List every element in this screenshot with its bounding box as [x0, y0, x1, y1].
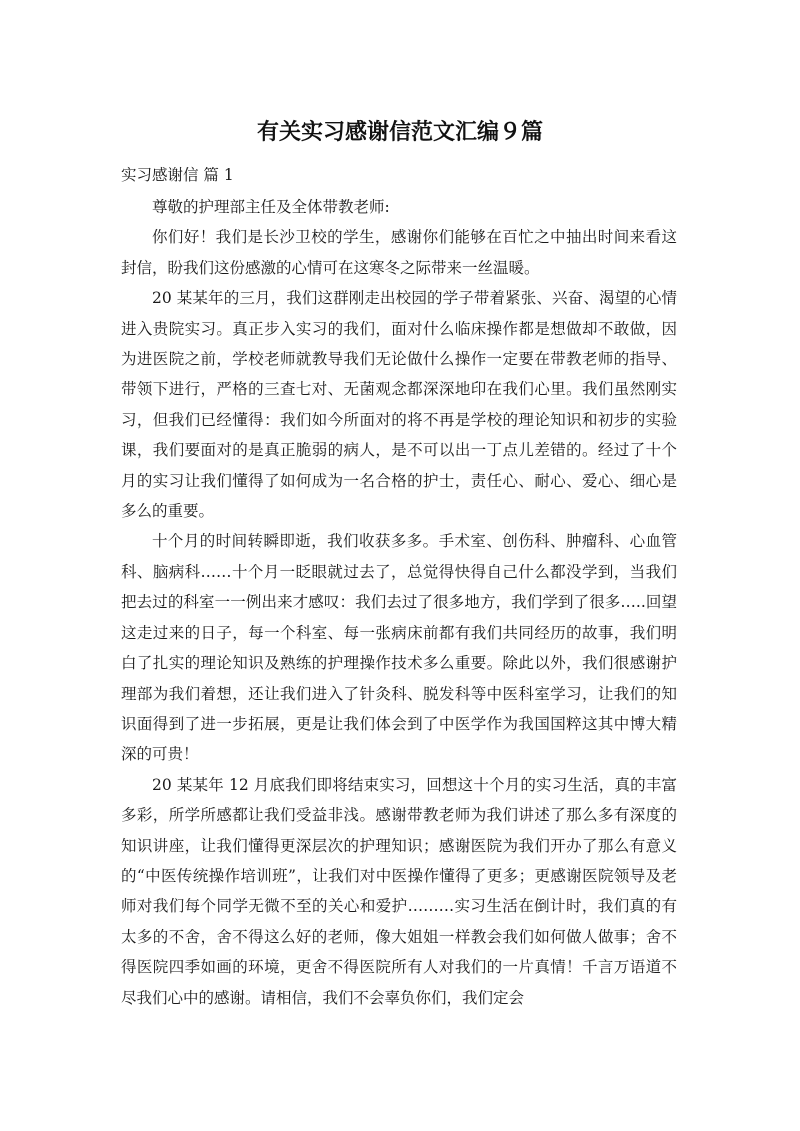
salutation-paragraph: 尊敬的护理部主任及全体带教老师:	[152, 198, 390, 216]
section-heading: 实习感谢信 篇 1	[121, 166, 234, 184]
document-title: 有关实习感谢信范文汇编９篇	[256, 120, 543, 145]
body-paragraph: 十个月的时间转瞬即逝，我们收获多多。手术室、创伤科、肿瘤科、心血管科、脑病科……十个月一眨眼就过去了，总觉得快得自己什么都没学到，当我们把去过的科室一一例出来才感叹：我们去过了很多地方，我们学到了很多…..回望这走过来的日子，每一个科室、每一张病床前都有我们共同经历的故事，我们明白了扎实的理论知识及熟练的护理操作技术多么重要。除此以外，我们很感谢护理部为我们着想，还让我们进入了针灸科、脱发科等中医科室学习，让我们的知识面得到了进一步拓展，更是让我们体会到了中医学作为我国国粹这其中博大精深的可贵！	[121, 532, 677, 764]
body-paragraph: 20 某某年 12 月底我们即将结束实习，回想这十个月的实习生活，真的丰富多彩，所学所感都让我们受益非浅。感谢带教老师为我们讲述了那么多有深度的知识讲座，让我们懂得更深层次的护理知识；感谢医院为我们开办了那么有意义的“中医传统操作培训班”，让我们对中医操作懂得了更多；更感谢医院领导及老师对我们每个同学无微不至的关心和爱护………实习生活在倒计时，我们真的有太多的不舍，舍不得这么好的老师，像大姐姐一样教会我们如何做人做事；舍不得医院四季如画的环境，更舍不得医院所有人对我们的一片真情！千言万语道不尽我们心中的感谢。请相信，我们不会辜负你们，我们定会	[121, 775, 677, 1007]
body-paragraph: 你们好！我们是长沙卫校的学生，感谢你们能够在百忙之中抽出时间来看这封信，盼我们这份感激的心情可在这寒冬之际带来一丝温暖。	[121, 228, 677, 277]
body-paragraph: 20 某某年的三月，我们这群刚走出校园的学子带着紧张、兴奋、渴望的心情进入贵院实习。真正步入实习的我们，面对什么临床操作都是想做却不敢做，因为进医院之前，学校老师就教导我们无论做什么操作一定要在带教老师的指导、带领下进行，严格的三查七对、无菌观念都深深地印在我们心里。我们虽然刚实习，但我们已经懂得：我们如今所面对的将不再是学校的理论知识和初步的实验课，我们要面对的是真正脆弱的病人，是不可以出一丁点儿差错的。经过了十个月的实习让我们懂得了如何成为一名合格的护士，责任心、耐心、爱心、细心是多么的重要。	[121, 289, 677, 521]
letter-body	[121, 192, 677, 1013]
